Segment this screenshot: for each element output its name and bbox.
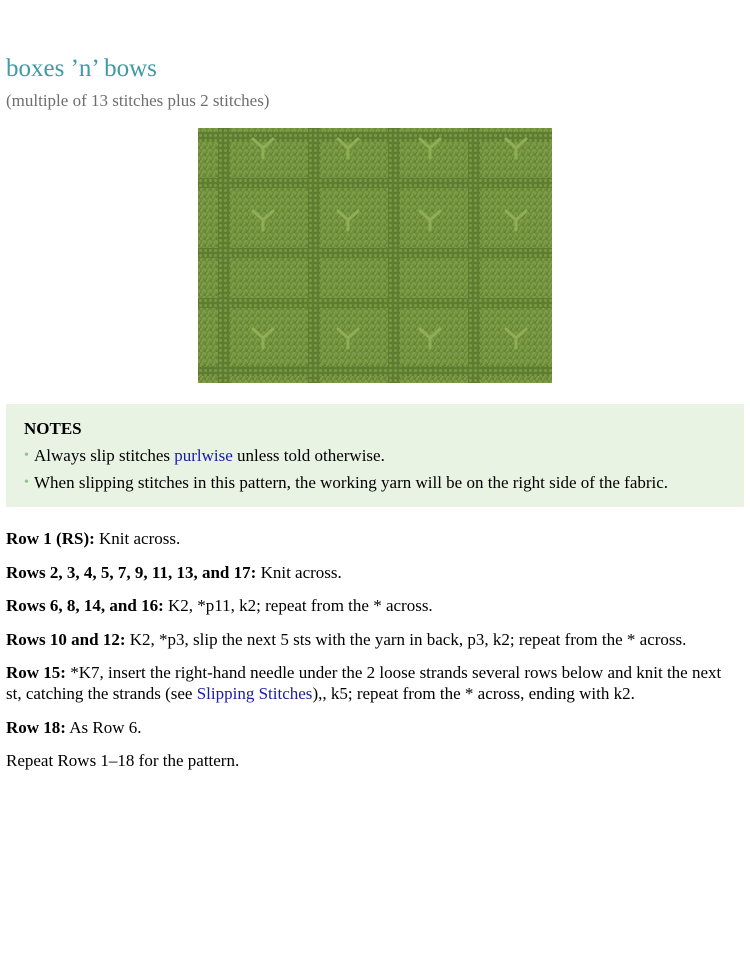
notes-list: [24, 445, 744, 494]
stitch-swatch-photo: [198, 128, 552, 383]
purl-ridge: [198, 132, 552, 142]
notes-item-text-before: Always slip stitches: [34, 446, 175, 465]
pattern-subtitle: (multiple of 13 stitches plus 2 stitches): [6, 91, 270, 110]
pattern-instructions: [6, 528, 741, 784]
notes-item: [24, 472, 744, 494]
row-label: Row 1 (RS):: [6, 529, 95, 548]
purlwise-link[interactable]: purlwise: [174, 446, 233, 465]
row-text: K2, *p3, slip the next 5 sts with the yarn in back, p3, k2; repeat from the * across.: [125, 629, 687, 649]
purl-ridge: [198, 178, 552, 188]
purl-ridge: [198, 366, 552, 376]
purl-ridge: [198, 298, 552, 308]
row-text: Repeat Rows 1–18 for the pattern.: [6, 751, 240, 770]
notes-item-text-after: unless told otherwise.: [232, 446, 385, 465]
notes-heading: NOTES: [24, 419, 82, 438]
instruction-row: [6, 528, 741, 549]
instruction-row: [6, 662, 741, 704]
instruction-row: [6, 595, 741, 616]
row-text-after: ),, k5; repeat from the * across, ending with k2.: [312, 684, 635, 703]
notes-box: [6, 404, 744, 507]
pattern-title: boxes ’n’ bows: [6, 55, 157, 82]
instruction-row: [6, 562, 741, 583]
row-label: Rows 6, 8, 14, and 16:: [6, 596, 164, 615]
instruction-row: [6, 750, 741, 771]
purl-ridge: [198, 248, 552, 258]
row-text: K2, *p11, k2; repeat from the * across.: [163, 596, 433, 615]
row-text: Knit across.: [256, 562, 342, 582]
row-text-before: *K7, insert the right-hand needle under the 2 loose strands several rows below and knit the next st, catching the strands (see: [6, 663, 722, 703]
stitch-swatch-illustration: [198, 128, 552, 383]
slipping-stitches-link[interactable]: Slipping Stitches: [196, 684, 313, 703]
instruction-row: [6, 717, 741, 738]
bullet-icon: •: [24, 475, 29, 490]
row-label: Row 15:: [6, 663, 66, 682]
row-label: Rows 10 and 12:: [6, 629, 126, 649]
row-text: As Row 6.: [65, 717, 142, 737]
notes-item: [24, 445, 744, 467]
instruction-row: [6, 629, 741, 650]
row-text: Knit across.: [94, 529, 181, 548]
row-label: Rows 2, 3, 4, 5, 7, 9, 11, 13, and 17:: [6, 562, 257, 582]
notes-item-text: When slipping stitches in this pattern, the working yarn will be on the right side of the fabric.: [34, 473, 669, 492]
bullet-icon: •: [24, 448, 29, 463]
row-label: Row 18:: [6, 717, 66, 737]
